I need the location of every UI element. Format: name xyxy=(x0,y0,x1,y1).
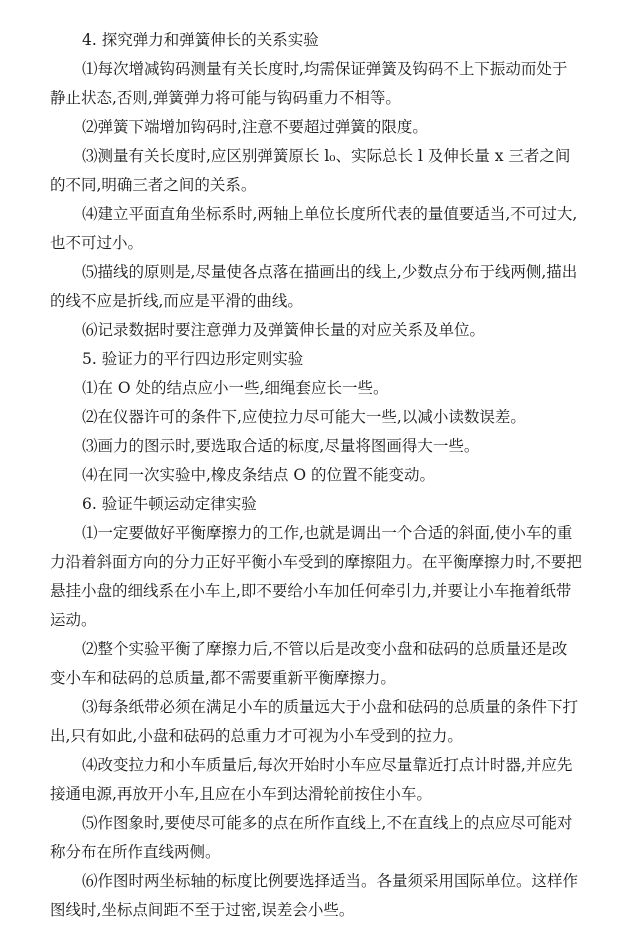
text-line: 变小车和砝码的总质量,都不需要重新平衡摩擦力。 xyxy=(50,669,396,687)
text-line: ⑸描线的原则是,尽量使各点落在描画出的线上,少数点分布于线两侧,描出 xyxy=(82,263,578,281)
paragraph xyxy=(50,113,590,142)
text-line: ⑹记录数据时要注意弹力及弹簧伸长量的对应关系及单位。 xyxy=(82,321,486,339)
text-line: ⑴一定要做好平衡摩擦力的工作,也就是调出一个合适的斜面,使小车的重 xyxy=(82,524,573,542)
text-line: 出,只有如此,小盘和砝码的总重力才可视为小车受到的拉力。 xyxy=(50,727,463,745)
text-line: ⑹作图时两坐标轴的标度比例要选择适当。各量须采用国际单位。这样作 xyxy=(82,872,579,890)
text-line: ⑷在同一次实验中,橡皮条结点 O 的位置不能变动。 xyxy=(82,466,435,484)
section-6 xyxy=(50,490,590,925)
text-line: ⑸作图象时,要使尽可能多的点在所作直线上,不在直线上的点应尽可能对 xyxy=(82,814,573,832)
section-heading: 4. 探究弹力和弹簧伸长的关系实验 xyxy=(82,31,319,49)
paragraph xyxy=(50,519,590,635)
paragraph xyxy=(50,374,590,403)
paragraph xyxy=(50,635,590,693)
text-line: ⑶每条纸带必须在满足小车的质量远大于小盘和砝码的总质量的条件下打 xyxy=(82,698,579,716)
text-line: 悬挂小盘的细线系在小车上,即不要给小车加任何牵引力,并要让小车拖着纸带 xyxy=(50,582,572,600)
text-line: 力沿着斜面方向的分力正好平衡小车受到的摩擦阻力。在平衡摩擦力时,不要把 xyxy=(50,553,582,571)
paragraph xyxy=(50,432,590,461)
paragraph xyxy=(50,867,590,925)
section-heading: 5. 验证力的平行四边形定则实验 xyxy=(82,350,304,368)
text-line: ⑵在仪器许可的条件下,应使拉力尽可能大一些,以减小读数误差。 xyxy=(82,408,526,426)
text-line: 静止状态,否则,弹簧弹力将可能与钩码重力不相等。 xyxy=(50,89,401,107)
text-line: 的不同,明确三者之间的关系。 xyxy=(50,176,257,194)
text-line: ⑵弹簧下端增加钩码时,注意不要超过弹簧的限度。 xyxy=(82,118,428,136)
paragraph xyxy=(50,461,590,490)
text-line: 的线不应是折线,而应是平滑的曲线。 xyxy=(50,292,303,310)
text-line: 图线时,坐标点间距不至于过密,误差会小些。 xyxy=(50,901,355,919)
text-line: ⑴每次增减钩码测量有关长度时,均需保证弹簧及钩码不上下振动而处于 xyxy=(82,60,568,78)
text-line: ⑶画力的图示时,要选取合适的标度,尽量将图画得大一些。 xyxy=(82,437,480,455)
text-line: 接通电源,再放开小车,且应在小车到达滑轮前按住小车。 xyxy=(50,785,432,803)
text-line: 运动。 xyxy=(50,611,97,629)
section-heading: 6. 验证牛顿运动定律实验 xyxy=(82,495,257,513)
paragraph xyxy=(50,693,590,751)
paragraph xyxy=(50,55,590,113)
section-5 xyxy=(50,345,590,490)
text-line: ⑷改变拉力和小车质量后,每次开始时小车应尽量靠近打点计时器,并应先 xyxy=(82,756,573,774)
text-line: ⑶测量有关长度时,应区别弹簧原长 l₀、实际总长 l 及伸长量 x 三者之间 xyxy=(82,147,571,165)
text-line: 也不可过小。 xyxy=(50,234,144,252)
paragraph xyxy=(50,751,590,809)
paragraph xyxy=(50,316,590,345)
text-line: 称分布在所作直线两侧。 xyxy=(50,843,221,861)
paragraph xyxy=(50,200,590,258)
paragraph xyxy=(50,258,590,316)
paragraph xyxy=(50,809,590,867)
text-line: ⑴在 O 处的结点应小一些,细绳套应长一些。 xyxy=(82,379,389,397)
paragraph xyxy=(50,142,590,200)
text-line: ⑵整个实验平衡了摩擦力后,不管以后是改变小盘和砝码的总质量还是改 xyxy=(82,640,568,658)
paragraph xyxy=(50,403,590,432)
section-4 xyxy=(50,26,590,345)
text-line: ⑷建立平面直角坐标系时,两轴上单位长度所代表的量值要适当,不可过大, xyxy=(82,205,578,223)
